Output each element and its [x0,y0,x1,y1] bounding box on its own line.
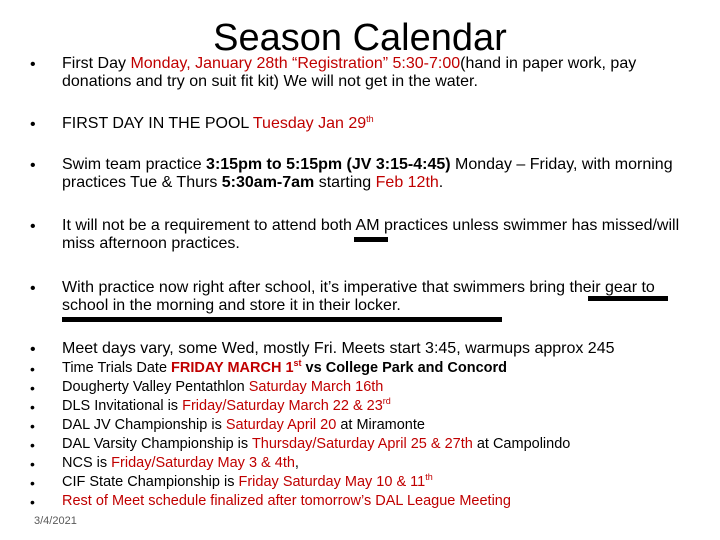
bullet: • [30,56,36,73]
bullet: • [30,218,36,235]
ncs-item: NCS is Friday/Saturday May 3 & 4th, [62,455,299,471]
bullet: • [30,399,35,415]
page-title: Season Calendar [213,17,507,59]
bullet: • [30,494,35,510]
underline-mark [354,237,388,242]
bullet: • [30,456,35,472]
dls-invitational-item: DLS Invitational is Friday/Saturday March 22 & 23rd [62,396,391,414]
rest-of-schedule-item: Rest of Meet schedule finalized after tomorrow’s DAL League Meeting [62,493,511,509]
underline-mark [62,317,502,322]
time-trials-item: Time Trials Date FRIDAY MARCH 1st vs College Park and Concord [62,358,508,376]
first-day-item: First Day Monday, January 28th “Registration” 5:30-7:00(hand in paper work, pay donations and try on suit fit kit) We will not get in the water. [62,55,637,90]
bullet: • [30,361,35,377]
bullet: • [30,475,35,491]
dal-varsity-item: DAL Varsity Championship is Thursday/Saturday April 25 & 27th at Campolindo [62,436,571,452]
bullet: • [30,280,36,297]
bullet: • [30,437,35,453]
dal-jv-item: DAL JV Championship is Saturday April 20 at Miramonte [62,417,425,433]
bullet: • [30,341,36,358]
first-pool-day-item: FIRST DAY IN THE POOL Tuesday Jan 29th [62,114,374,132]
bullet: • [30,116,36,133]
pentathlon-item: Dougherty Valley Pentathlon Saturday March 16th [62,379,384,395]
bullet: • [30,418,35,434]
bullet: • [30,380,35,396]
gear-item: With practice now right after school, it’s imperative that swimmers bring their gear to school in the morning and store it in their locker. [62,279,655,314]
footer-date: 3/4/2021 [34,515,77,527]
practice-item: Swim team practice 3:15pm to 5:15pm (JV 3:15-4:45) Monday – Friday, with morning practices Tue & Thurs 5:30am-7am starting Feb 12th. [62,156,673,191]
underline-mark [588,296,668,301]
cif-item: CIF State Championship is Friday Saturday May 10 & 11th [62,472,433,490]
bullet: • [30,157,36,174]
am-practices-item: It will not be a requirement to attend both AM practices unless swimmer has missed/will miss afternoon practices. [62,217,680,252]
meet-days-item: Meet days vary, some Wed, mostly Fri. Meets start 3:45, warmups approx 245 [62,340,615,357]
